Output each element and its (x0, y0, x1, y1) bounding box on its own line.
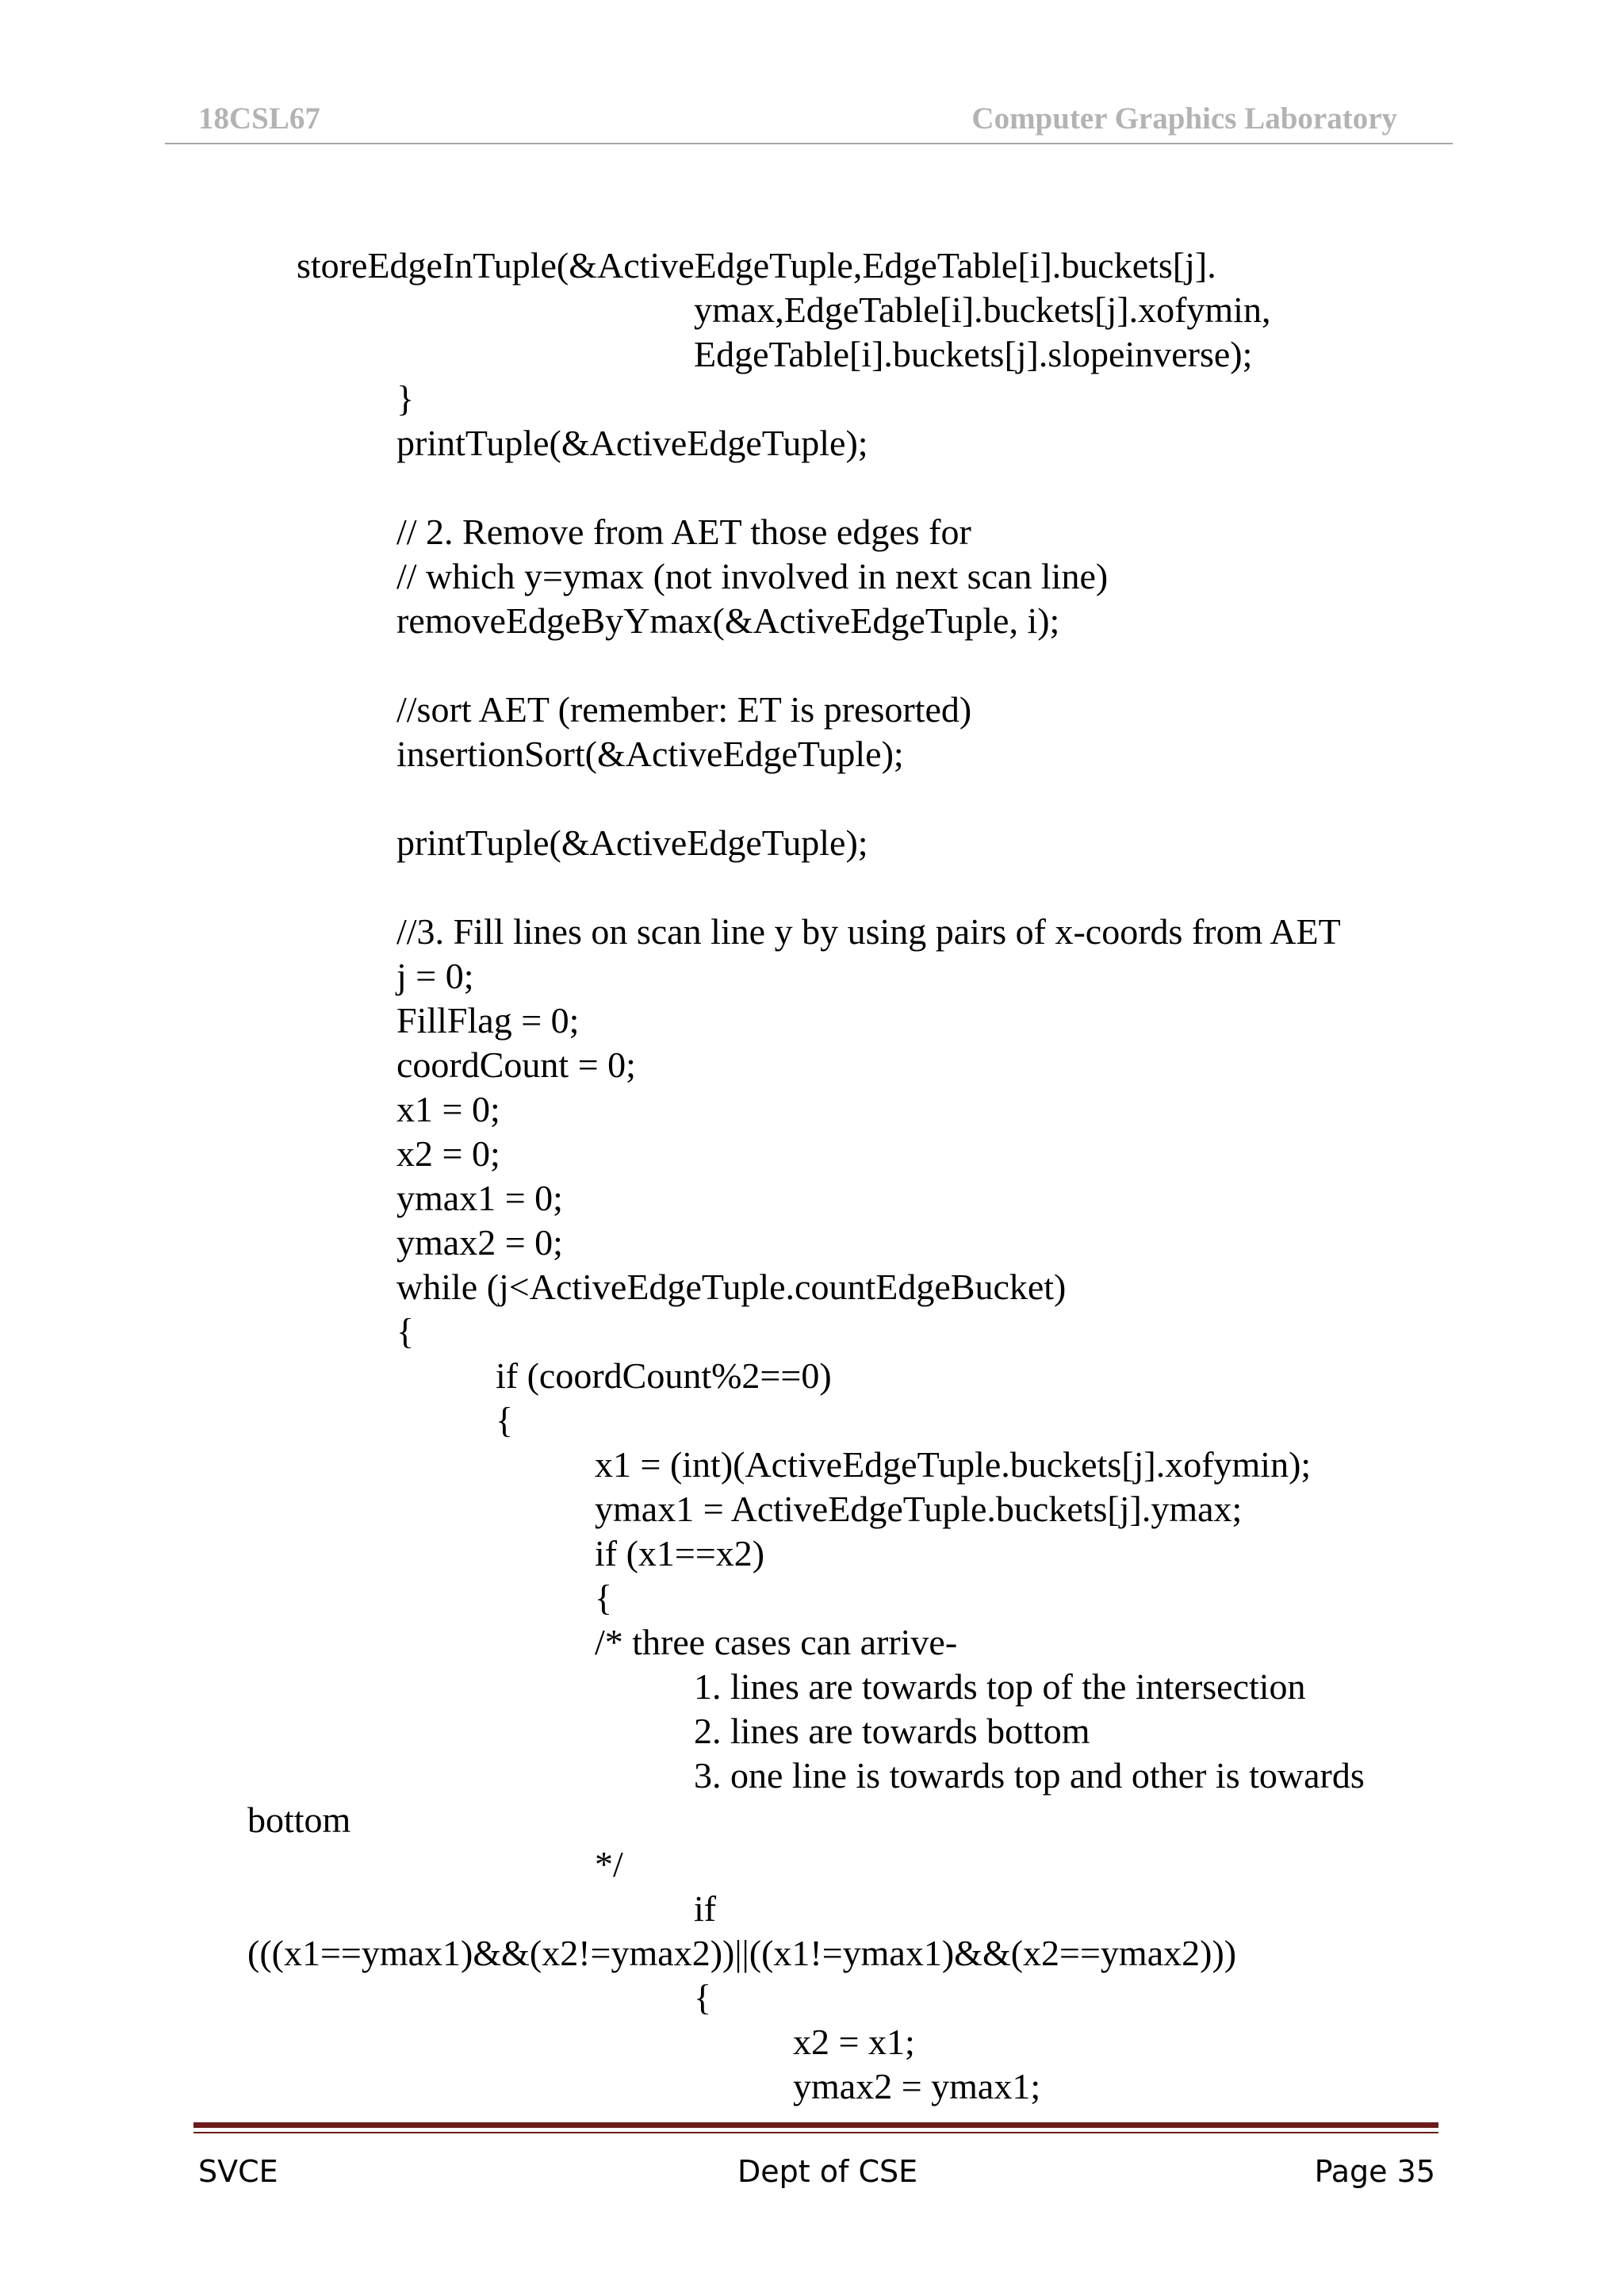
header-lab-title: Computer Graphics Laboratory (971, 102, 1397, 136)
code-line (0, 1798, 1624, 1842)
code-line-blank (0, 643, 1624, 688)
code-text: (((x1==ymax1)&&(x2!=ymax2))||((x1!=ymax1)&&(x2==ymax2))) (247, 1933, 1237, 1973)
code-line (0, 1309, 1624, 1354)
code-line (0, 1087, 1624, 1132)
code-line (0, 1354, 1624, 1398)
code-text: ymax2 = 0; (396, 1222, 563, 1263)
code-text: x1 = 0; (396, 1089, 500, 1129)
code-text: ymax,EdgeTable[i].buckets[j].xofymin, (694, 289, 1271, 330)
code-line (0, 732, 1624, 776)
code-text: while (j<ActiveEdgeTuple.countEdgeBucket) (396, 1267, 1067, 1307)
code-text: 3. one line is towards top and other is towards (694, 1755, 1365, 1796)
code-line (0, 1665, 1624, 1709)
footer-department: Dept of CSE (737, 2154, 918, 2189)
code-text: ymax2 = ymax1; (793, 2066, 1041, 2106)
code-line (0, 1487, 1624, 1531)
code-text: insertionSort(&ActiveEdgeTuple); (396, 734, 904, 774)
code-text: } (396, 378, 415, 419)
code-line (0, 1221, 1624, 1265)
code-text: coordCount = 0; (396, 1045, 636, 1085)
code-text: if (694, 1888, 717, 1929)
code-line (0, 1576, 1624, 1620)
code-line (0, 1398, 1624, 1443)
code-line (0, 688, 1624, 732)
code-text: x2 = 0; (396, 1133, 500, 1174)
code-text: j = 0; (396, 956, 474, 996)
code-line-blank (0, 776, 1624, 821)
code-text: { (694, 1977, 712, 2018)
code-text: { (595, 1577, 613, 1618)
code-line (0, 510, 1624, 554)
code-line (0, 1842, 1624, 1887)
code-text: 2. lines are towards bottom (694, 1711, 1090, 1751)
code-line (0, 332, 1624, 377)
code-text: /* three cases can arrive- (595, 1622, 958, 1662)
code-text: x2 = x1; (793, 2022, 915, 2062)
code-line (0, 1443, 1624, 1487)
code-line (0, 1976, 1624, 2020)
code-text: x1 = (int)(ActiveEdgeTuple.buckets[j].xofymin); (595, 1444, 1312, 1485)
code-text: { (396, 1311, 415, 1351)
page-footer (0, 2110, 1624, 2221)
code-line (0, 1132, 1624, 1176)
code-text: removeEdgeByYmax(&ActiveEdgeTuple, i); (396, 600, 1060, 641)
code-line (0, 954, 1624, 999)
code-text: ymax1 = 0; (396, 1178, 563, 1218)
code-text: printTuple(&ActiveEdgeTuple); (396, 423, 868, 463)
code-line (0, 377, 1624, 421)
code-line (0, 999, 1624, 1043)
code-text: // which y=ymax (not involved in next scan line) (396, 556, 1109, 596)
code-text: if (x1==x2) (595, 1533, 765, 1573)
header-divider (165, 143, 1453, 144)
footer-institution: SVCE (198, 2154, 278, 2189)
code-line (0, 1043, 1624, 1087)
code-line-blank (0, 466, 1624, 510)
code-line (0, 554, 1624, 599)
code-line (0, 910, 1624, 954)
code-line (0, 243, 1624, 288)
footer-divider-thick (193, 2122, 1438, 2128)
code-line (0, 288, 1624, 332)
code-text: { (496, 1400, 514, 1440)
code-text: if (coordCount%2==0) (496, 1355, 832, 1396)
code-line (0, 1176, 1624, 1221)
code-text: */ (595, 1844, 623, 1884)
code-text: FillFlag = 0; (396, 1000, 580, 1041)
code-line (0, 1265, 1624, 1309)
code-line (0, 421, 1624, 466)
code-line (0, 1887, 1624, 1931)
code-line (0, 1620, 1624, 1665)
page-header (0, 0, 1624, 151)
code-line-blank (0, 865, 1624, 910)
code-line (0, 2020, 1624, 2064)
footer-divider-thin (193, 2132, 1438, 2133)
code-text: // 2. Remove from AET those edges for (396, 512, 971, 552)
code-line (0, 1931, 1624, 1976)
code-line (0, 1754, 1624, 1798)
code-line (0, 1709, 1624, 1754)
code-text: bottom (247, 1800, 351, 1840)
code-line (0, 821, 1624, 865)
code-line (0, 1531, 1624, 1576)
code-text: EdgeTable[i].buckets[j].slopeinverse); (694, 334, 1253, 374)
code-text: //3. Fill lines on scan line y by using pairs of x-coords from AET (396, 911, 1341, 952)
code-listing (0, 243, 1624, 2109)
code-text: //sort AET (remember: ET is presorted) (396, 689, 972, 730)
code-text: ymax1 = ActiveEdgeTuple.buckets[j].ymax; (595, 1489, 1243, 1529)
code-line (0, 2064, 1624, 2109)
code-text: storeEdgeInTuple(&ActiveEdgeTuple,EdgeTable[i].buckets[j]. (297, 245, 1216, 286)
code-text: printTuple(&ActiveEdgeTuple); (396, 822, 868, 863)
footer-page-number: Page 35 (1314, 2154, 1435, 2189)
header-course-code: 18CSL67 (198, 102, 320, 136)
code-text: 1. lines are towards top of the intersection (694, 1666, 1306, 1707)
code-line (0, 599, 1624, 643)
